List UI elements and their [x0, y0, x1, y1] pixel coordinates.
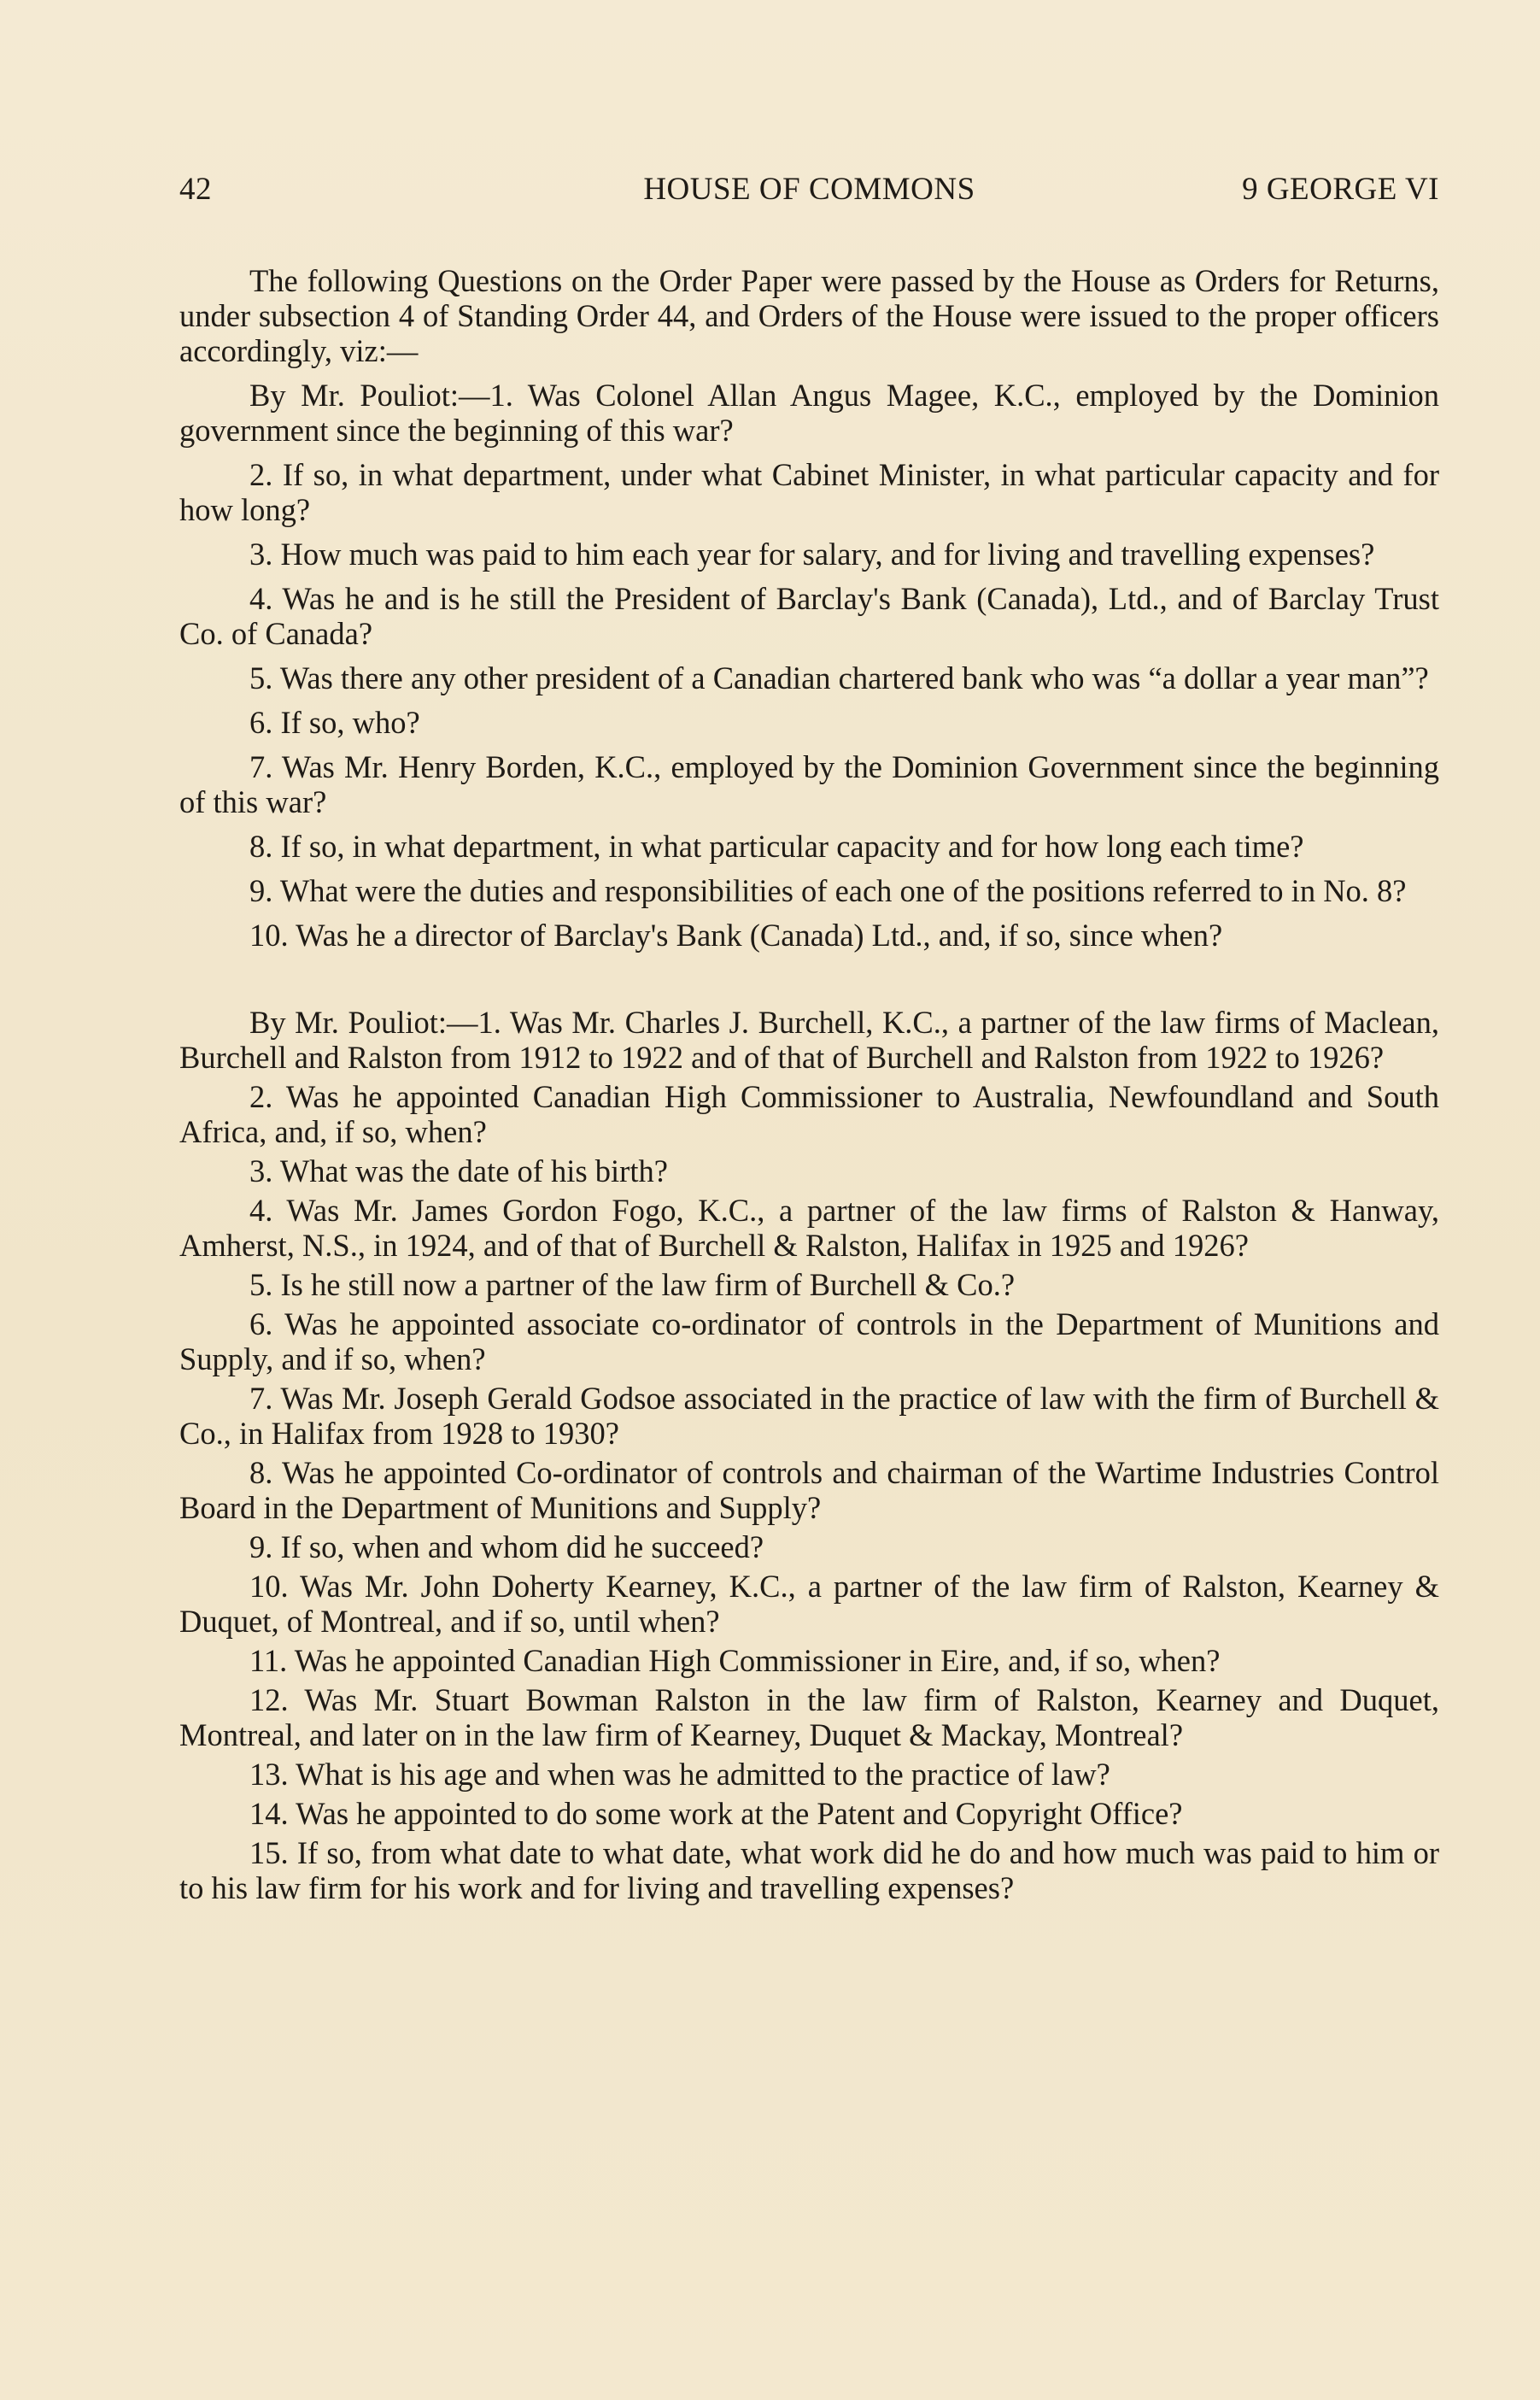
question-paragraph: 9. If so, when and whom did he succeed? [249, 1529, 764, 1564]
section-gap [179, 962, 1439, 1005]
question-paragraph: 8. Was he appointed Co-ordinator of controls and chairman of the Wartime Industries Control Board in the Department of Munitions and Supply? [179, 1455, 1439, 1525]
question-paragraph: 2. Was he appointed Canadian High Commissioner to Australia, Newfoundland and South Africa, and, if so, when? [179, 1079, 1439, 1149]
question-paragraph: By Mr. Pouliot:—1. Was Colonel Allan Angus Magee, K.C., employed by the Dominion government since the beginning of this war? [179, 378, 1439, 448]
question-paragraph: By Mr. Pouliot:—1. Was Mr. Charles J. Burchell, K.C., a partner of the law firms of Maclean, Burchell and Ralston from 1912 to 1922 and of that of Burchell and Ralston from 1922 to 1926? [179, 1005, 1439, 1075]
question-paragraph: 15. If so, from what date to what date, what work did he do and how much was paid to him or to his law firm for his work and for living and travelling expenses? [179, 1835, 1439, 1905]
question-paragraph: 6. Was he appointed associate co-ordinator of controls in the Department of Munitions and Supply, and if so, when? [179, 1306, 1439, 1376]
document-body [179, 263, 1439, 1910]
question-paragraph: 2. If so, in what department, under what Cabinet Minister, in what particular capacity and for how long? [179, 457, 1439, 527]
question-paragraph: 11. Was he appointed Canadian High Commissioner in Eire, and, if so, when? [249, 1643, 1221, 1678]
question-paragraph: 10. Was Mr. John Doherty Kearney, K.C., a partner of the law firm of Ralston, Kearney & Duquet, of Montreal, and if so, until when? [179, 1569, 1439, 1639]
question-paragraph: 14. Was he appointed to do some work at the Patent and Copyright Office? [249, 1796, 1183, 1831]
question-paragraph: 9. What were the duties and responsibilities of each one of the positions referred to in No. 8? [249, 873, 1407, 908]
question-paragraph: 13. What is his age and when was he admitted to the practice of law? [249, 1757, 1110, 1792]
question-paragraph: 7. Was Mr. Henry Borden, K.C., employed by the Dominion Government since the beginning of this war? [179, 749, 1439, 819]
question-paragraph: 4. Was Mr. James Gordon Fogo, K.C., a partner of the law firms of Ralston & Hanway, Amherst, N.S., in 1924, and of that of Burchell & Ralston, Halifax in 1925 and 1926? [179, 1193, 1439, 1263]
questions-section-magee-borden [179, 378, 1439, 953]
question-paragraph: 8. If so, in what department, in what particular capacity and for how long each time? [249, 829, 1304, 864]
question-paragraph: 3. How much was paid to him each year for salary, and for living and travelling expenses? [249, 537, 1375, 572]
question-paragraph: 7. Was Mr. Joseph Gerald Godsoe associated in the practice of law with the firm of Burchell & Co., in Halifax from 1928 to 1930? [179, 1381, 1439, 1451]
question-paragraph: 10. Was he a director of Barclay's Bank (Canada) Ltd., and, if so, since when? [249, 918, 1223, 953]
question-paragraph: 12. Was Mr. Stuart Bowman Ralston in the law firm of Ralston, Kearney and Duquet, Montreal, and later on in the law firm of Kearney, Duquet & Mackay, Montreal? [179, 1682, 1439, 1752]
question-paragraph: 4. Was he and is he still the President of Barclay's Bank (Canada), Ltd., and of Barclay Trust Co. of Canada? [179, 581, 1439, 651]
page-number: 42 [179, 172, 212, 207]
question-paragraph: 5. Is he still now a partner of the law firm of Burchell & Co.? [249, 1267, 1016, 1302]
running-title: HOUSE OF COMMONS [643, 172, 975, 207]
intro-paragraph: The following Questions on the Order Paper were passed by the House as Orders for Returns, under subsection 4 of Standing Order 44, and Orders of the House were issued to the proper officers accordingly, viz:— [179, 263, 1439, 368]
question-paragraph: 6. If so, who? [249, 705, 420, 740]
questions-section-burchell [179, 1005, 1439, 1905]
question-paragraph: 5. Was there any other president of a Canadian chartered bank who was “a dollar a year man”? [249, 660, 1429, 695]
question-paragraph: 3. What was the date of his birth? [249, 1153, 668, 1188]
session-label: 9 GEORGE VI [1242, 172, 1439, 207]
page-header [179, 171, 1439, 215]
